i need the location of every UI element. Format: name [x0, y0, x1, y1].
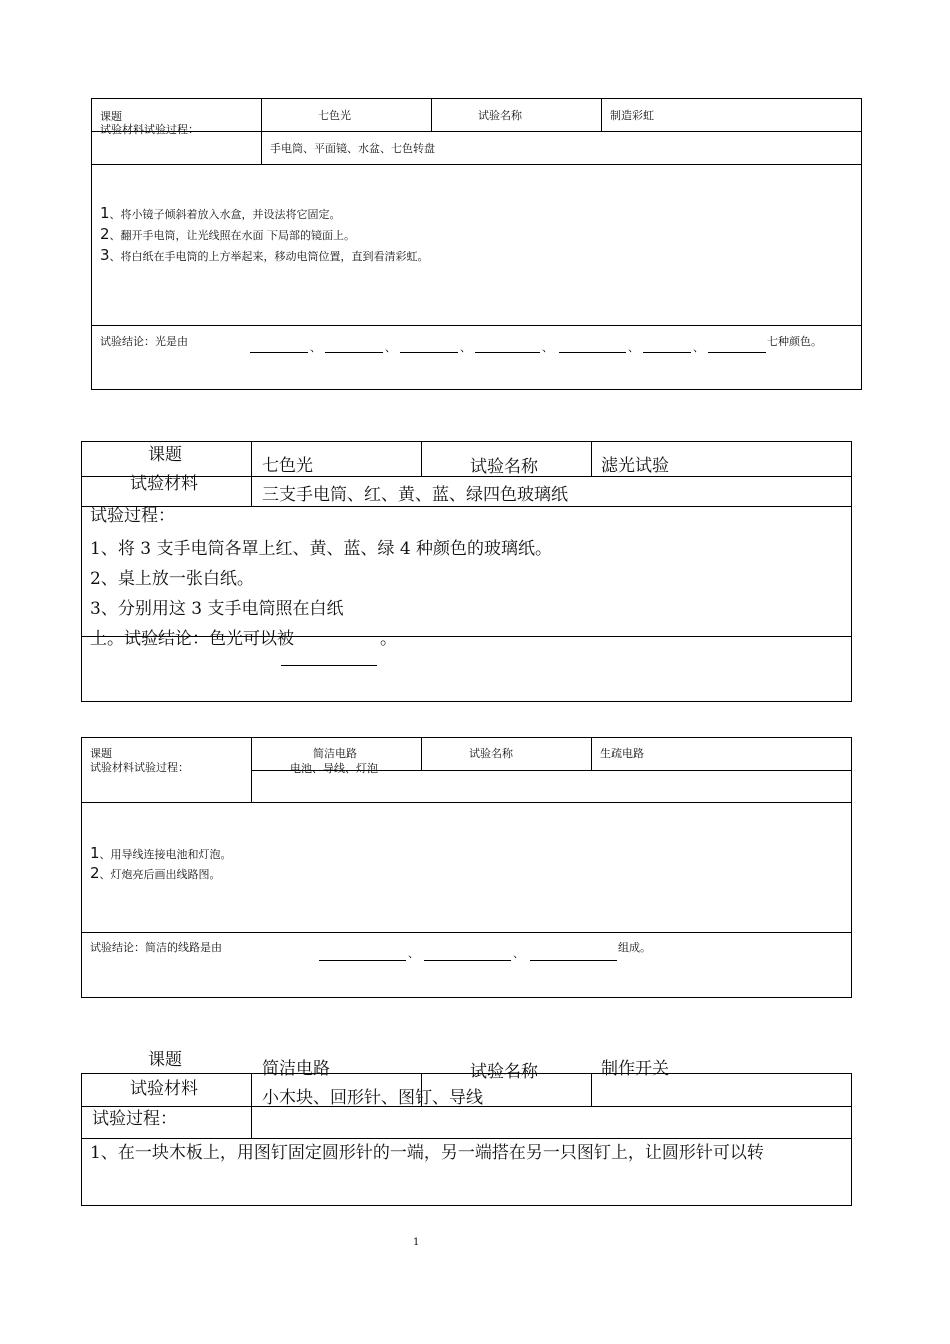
t1-col-divider: [261, 98, 262, 164]
t1-answer-blank[interactable]: [400, 352, 458, 353]
t1-answer-blank[interactable]: [708, 352, 766, 353]
t2-step-3-continued: 上。试验结论：色光可以被: [90, 629, 294, 649]
t3-separator: 、: [408, 947, 419, 960]
t3-conclusion-end: 组成。: [618, 941, 651, 954]
t1-step-2: 2、翻开手电筒，让光线照在水面 下局部的镜面上。: [100, 225, 356, 243]
t3-col-divider: [421, 737, 422, 770]
t2-step-1: 1、将 3 支手电筒各罩上红、黄、蓝、绿 4 种颜色的玻璃纸。: [90, 539, 553, 559]
t1-material-process-label: 试验材料试验过程：: [100, 123, 199, 136]
t1-separator: 、: [385, 341, 396, 354]
t1-conclusion-end: 七种颜色。: [767, 335, 822, 348]
t3-answer-blank[interactable]: [319, 960, 406, 961]
page-number: 1: [413, 1237, 420, 1248]
t4-name-value: 制作开关: [601, 1059, 669, 1079]
t3-answer-blank[interactable]: [530, 960, 617, 961]
t2-col-divider: [251, 441, 252, 506]
t1-separator: 、: [460, 341, 471, 354]
t1-step-3: 3、将白纸在手电筒的上方举起来，移动电筒位置，直到看清彩虹。: [100, 246, 429, 264]
t1-topic-value: 七色光: [318, 109, 351, 122]
t3-material-process-label: 试验材料试验过程：: [90, 761, 189, 774]
t3-step-1: 1、用导线连接电池和灯泡。: [90, 844, 232, 862]
t4-col-divider: [251, 1073, 252, 1138]
t1-separator: 、: [693, 341, 704, 354]
t2-process-label: 试验过程：: [90, 506, 175, 526]
t1-answer-blank[interactable]: [643, 352, 691, 353]
t4-step-1: 1、在一块木板上，用图钉固定圆形针的一端，另一端搭在另一只图钉上，让圆形针可以转: [90, 1143, 764, 1163]
t1-answer-blank[interactable]: [475, 352, 540, 353]
t1-answer-blank[interactable]: [250, 352, 308, 353]
t4-col-divider: [591, 1073, 592, 1106]
t4-materials-value: 小木块、回形针、图钉、导线: [262, 1088, 483, 1108]
t1-answer-blank[interactable]: [559, 352, 626, 353]
t2-answer-blank[interactable]: [281, 665, 377, 666]
table-1: [91, 98, 862, 390]
t4-process-label: 试验过程：: [92, 1109, 177, 1129]
t3-conclusion-label: 试验结论：简洁的线路是由: [90, 941, 222, 954]
t1-separator: 、: [542, 341, 553, 354]
t1-topic-label: 课题: [100, 110, 122, 123]
t2-materials-value: 三支手电筒、红、黄、蓝、绿四色玻璃纸: [262, 485, 568, 505]
t3-name-label: 试验名称: [469, 747, 513, 760]
t4-topic-label: 课题: [148, 1050, 182, 1070]
t4-material-label: 试验材料: [130, 1079, 198, 1099]
t3-col-divider: [251, 737, 252, 802]
t3-step-2: 2、灯炮亮后画出线路图。: [90, 864, 221, 882]
t3-materials-value: 电池、导线、灯泡: [290, 762, 378, 775]
t3-topic-label: 课题: [90, 747, 112, 760]
t2-end-mark: 。: [380, 629, 397, 649]
t2-step-2: 2、桌上放一张白纸。: [90, 569, 254, 589]
t4-topic-value: 简洁电路: [262, 1059, 330, 1079]
t2-col-divider: [591, 441, 592, 476]
t1-row-divider: [91, 164, 862, 165]
t3-row-divider: [81, 932, 852, 933]
t2-material-label: 试验材料: [130, 474, 198, 494]
t2-step-3: 3、分别用这 3 支手电筒照在白纸: [90, 599, 344, 619]
t2-col-divider: [421, 441, 422, 476]
t1-name-label: 试验名称: [478, 109, 522, 122]
t1-row-divider: [91, 325, 862, 326]
t1-materials-value: 手电筒、平面镜、水盆、七色转盘: [270, 142, 435, 155]
t1-answer-blank[interactable]: [325, 352, 383, 353]
t2-topic-label: 课题: [148, 445, 182, 465]
t1-row-divider: [91, 131, 862, 132]
t1-step-1: 1、将小镜子倾斜着放入水盒，并设法将它固定。: [100, 204, 341, 222]
t1-col-divider: [431, 98, 432, 131]
t1-name-value: 制造彩虹: [610, 109, 654, 122]
t2-name-value: 滤光试验: [601, 456, 669, 476]
t1-conclusion-label: 试验结论：光是由: [100, 335, 188, 348]
t3-topic-value: 简洁电路: [313, 747, 357, 760]
t2-row-divider: [81, 506, 852, 507]
t4-row-divider: [81, 1138, 852, 1139]
t1-separator: 、: [628, 341, 639, 354]
t2-topic-value: 七色光: [262, 456, 313, 476]
t1-separator: 、: [310, 341, 321, 354]
t2-name-label: 试验名称: [470, 457, 538, 477]
t3-answer-blank[interactable]: [424, 960, 511, 961]
t3-name-value: 生疏电路: [600, 747, 644, 760]
t3-row-divider: [81, 802, 852, 803]
t4-name-label: 试验名称: [470, 1062, 538, 1082]
t3-separator: 、: [513, 947, 524, 960]
t3-col-divider: [591, 737, 592, 770]
t1-col-divider: [601, 98, 602, 131]
